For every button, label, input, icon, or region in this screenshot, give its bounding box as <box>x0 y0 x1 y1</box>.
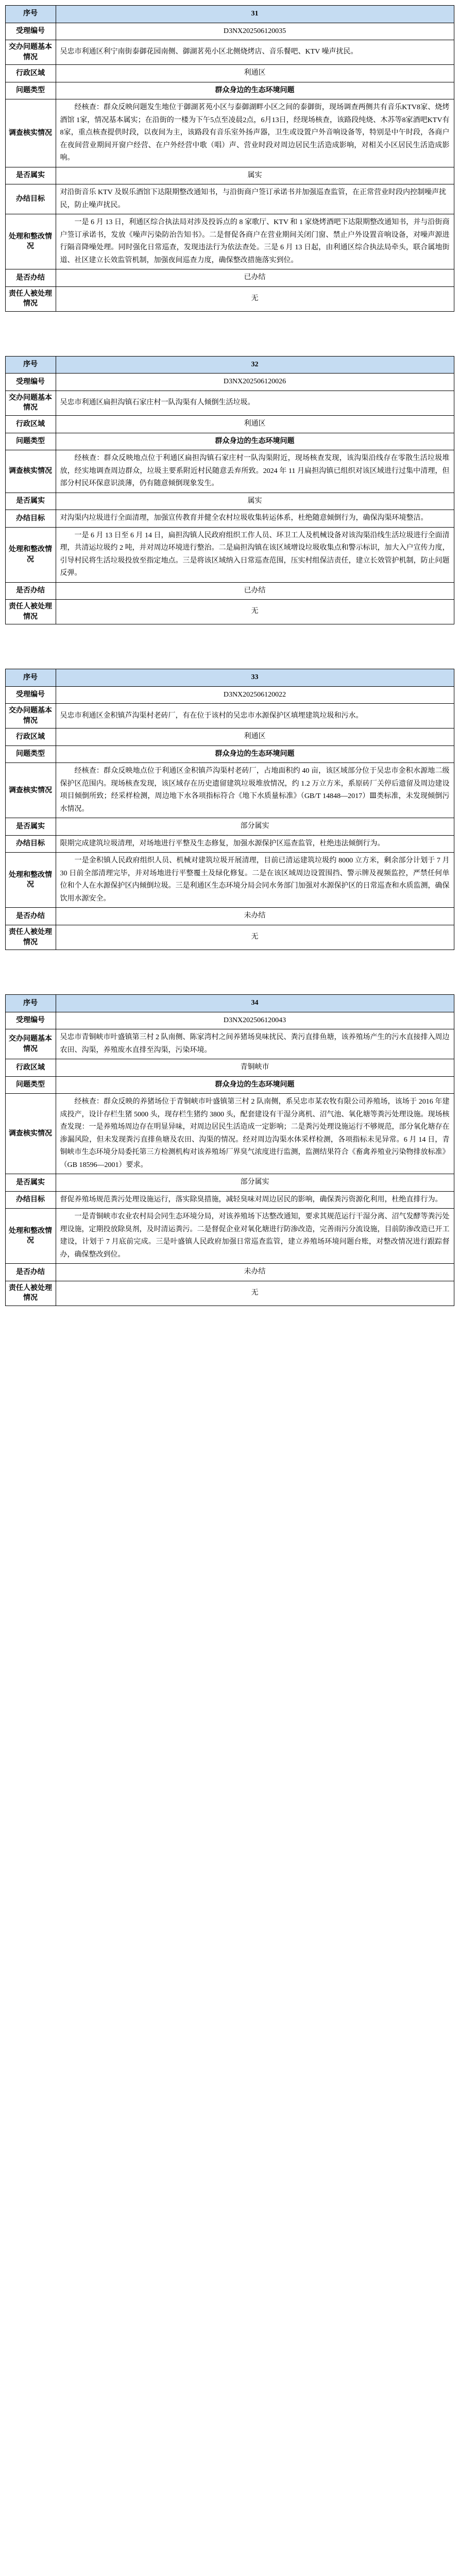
field-paragraph: 一是 6 月 13 日，利通区综合执法局对涉及投诉点的 8 家歌厅、KTV 和 1 家烧烤酒吧下达限期整改通知书，并与沿街商户签订承诺书，发放《噪声污染防治告知书》。二是督促各商户在营业期间关闭门窗、禁止户外设置音响设备，对噪声源进行隔音降噪处理。同时强化日常巡查，发现违法行为依法查处。三是 6 月 13 日起，由利通区综合执法局牵头，联合属地街道、社区建立长效监管机制，加强夜间巡查力度，确保整改措施落实到位。 <box>60 218 450 264</box>
row-verified <box>5 450 454 493</box>
field-label: 是否属实 <box>5 167 56 184</box>
field-value: 吴忠市利通区扁担沟镇石家庄村一队沟渠有人倾倒生活垃圾。 <box>56 391 454 415</box>
field-label: 办结目标 <box>5 510 56 528</box>
field-value <box>56 1209 454 1264</box>
row-is-true <box>5 818 454 836</box>
field-label: 是否属实 <box>5 1174 56 1192</box>
row-category <box>5 433 454 450</box>
row-region <box>5 65 454 82</box>
field-value: 部分属实 <box>56 818 454 836</box>
field-label: 受理编号 <box>5 1012 56 1029</box>
row-verified <box>5 1094 454 1174</box>
field-paragraph: 一是 6 月 13 日至 6 月 14 日，扁担沟镇人民政府组织工作人员、环卫工人及机械设备对该沟渠沿线生活垃圾进行全面清理，共清运垃圾约 2 吨，并对周边环境进行整治。二是扁担沟镇在该区域增设垃圾收集点和警示标识，加大入户宣传力度，引导村民将生活垃圾投放至指定地点。三是将该区域纳入日常巡查范围，压实村组保洁责任，建立长效管护机制，防止问题反弹。 <box>60 531 450 578</box>
field-label: 处理和整改情况 <box>5 1209 56 1264</box>
field-value: 未办结 <box>56 908 454 925</box>
field-value: D3NX202506120026 <box>56 374 454 391</box>
field-value: 利通区 <box>56 728 454 746</box>
field-label: 调查核实情况 <box>5 99 56 167</box>
field-label: 交办问题基本情况 <box>5 704 56 728</box>
field-value <box>56 763 454 818</box>
field-value: 吴忠市利通区利宁南街泰御花园南侧、御湖茗苑小区北侧烧烤店、音乐餐吧、KTV 噪声扰民。 <box>56 40 454 65</box>
field-value: 青铜峡市 <box>56 1059 454 1077</box>
row-seq <box>5 356 454 374</box>
field-value: 31 <box>56 6 454 23</box>
field-paragraph: 一是金积镇人民政府组织人员、机械对建筑垃圾开展清理，目前已清运建筑垃圾约 8000 立方米，剩余部分计划于 7 月 30 日前全部清理完毕，并对场地进行平整覆土及绿化修复。二是在该区域周边设置围挡、警示牌及视频监控，严禁任何单位和个人在水源保护区内倾倒垃圾。三是利通区生态环境分局会同水务部门加强对水源保护区的日常巡查和水质监测，确保饮用水源安全。 <box>60 857 450 903</box>
row-is-done <box>5 1264 454 1281</box>
field-label: 交办问题基本情况 <box>5 391 56 415</box>
row-is-true <box>5 1174 454 1192</box>
field-label: 处理和整改情况 <box>5 853 56 908</box>
field-label: 序号 <box>5 356 56 374</box>
field-label: 行政区域 <box>5 728 56 746</box>
field-label: 交办问题基本情况 <box>5 1029 56 1059</box>
row-category <box>5 745 454 763</box>
row-seq <box>5 995 454 1012</box>
row-basic <box>5 704 454 728</box>
row-accountability <box>5 1281 454 1306</box>
field-label: 办结目标 <box>5 835 56 853</box>
field-label: 问题类型 <box>5 1076 56 1094</box>
field-value <box>56 527 454 582</box>
field-label: 调查核实情况 <box>5 450 56 493</box>
field-label: 办结目标 <box>5 1191 56 1209</box>
field-value: 群众身边的生态环境问题 <box>56 1076 454 1094</box>
field-paragraph: 一是青铜峡市农业农村局会同生态环境分局，对该养殖场下达整改通知，要求其规范运行干湿分离、沼气发酵等粪污处理设施，定期投放除臭剂，及时清运粪污。二是督促企业对氧化塘进行防渗改造，完善雨污分流设施，目前防渗改造已开工建设，计划于 7 月底前完成。三是叶盛镇人民政府加强日常巡查监管，建立养殖场环境问题台账，对整改情况进行跟踪督办，确保整改到位。 <box>60 1213 450 1259</box>
row-accountability <box>5 286 454 311</box>
field-value: 32 <box>56 356 454 374</box>
record-table <box>5 669 454 950</box>
row-category <box>5 82 454 99</box>
row-region <box>5 416 454 433</box>
field-label: 调查核实情况 <box>5 763 56 818</box>
row-is-true <box>5 493 454 510</box>
row-handling <box>5 1209 454 1264</box>
field-value: 未办结 <box>56 1264 454 1281</box>
row-receipt-no <box>5 374 454 391</box>
record-table <box>5 5 454 312</box>
field-value: 无 <box>56 600 454 624</box>
field-label: 处理和整改情况 <box>5 214 56 269</box>
field-label: 责任人被处理情况 <box>5 600 56 624</box>
field-value: 对沿街音乐 KTV 及娱乐酒馆下达限期整改通知书，与沿街商户签订承诺书并加强巡查监管，在正常营业时段内控制噪声扰民，防止噪声扰民。 <box>56 184 454 214</box>
field-value: 属实 <box>56 167 454 184</box>
row-accountability <box>5 925 454 950</box>
field-label: 是否办结 <box>5 1264 56 1281</box>
field-label: 行政区域 <box>5 416 56 433</box>
row-verified <box>5 763 454 818</box>
field-value: 利通区 <box>56 65 454 82</box>
field-label: 受理编号 <box>5 374 56 391</box>
row-handling <box>5 527 454 582</box>
field-label: 受理编号 <box>5 23 56 40</box>
row-basic <box>5 391 454 415</box>
row-goal <box>5 184 454 214</box>
row-region <box>5 1059 454 1077</box>
row-receipt-no <box>5 686 454 704</box>
record-table <box>5 356 454 624</box>
field-label: 办结目标 <box>5 184 56 214</box>
field-label: 受理编号 <box>5 686 56 704</box>
field-label: 序号 <box>5 669 56 687</box>
row-goal <box>5 1191 454 1209</box>
field-paragraph: 经核查：群众反映的养猪场位于青铜峡市叶盛镇第三村 2 队南侧，系吴忠市某农牧有限公司养殖场，该场于 2016 年建成投产，设计存栏生猪 5000 头，现存栏生猪约 3800 头，配套建设有干湿分离机、沼气池、氧化塘等粪污处理设施。现场核查发现：一是养殖场周边存在明显异味，对周边居民生活造成一定影响；二是粪污处理设施运行不够规范，部分氧化塘存在渗漏风险，但未发现粪污直排鱼塘及农田、沟渠的情况。经对周边沟渠水体采样检测，各项指标未见异常。6 月 14 日，青铜峡市生态环境分局委托第三方检测机构对该养殖场厂界臭气浓度进行监测，监测结果符合《畜禽养殖业污染物排放标准》（GB 18596—2001）要求。 <box>60 1098 450 1169</box>
row-accountability <box>5 600 454 624</box>
row-region <box>5 728 454 746</box>
field-value: 吴忠市青铜峡市叶盛镇第三村 2 队南侧、陈家湾村之间养猪场臭味扰民、粪污直排鱼塘，该养殖场产生的污水直接排入周边农田、沟渠，养殖废水直排至沟渠，污染环境。 <box>56 1029 454 1059</box>
row-is-done <box>5 269 454 287</box>
field-value: 群众身边的生态环境问题 <box>56 82 454 99</box>
field-value <box>56 99 454 167</box>
field-value <box>56 853 454 908</box>
field-value: 督促养殖场规范粪污处理设施运行，落实除臭措施，减轻臭味对周边居民的影响，确保粪污资源化利用，杜绝直排行为。 <box>56 1191 454 1209</box>
field-value: 无 <box>56 1281 454 1306</box>
field-value: 已办结 <box>56 582 454 600</box>
field-label: 是否属实 <box>5 818 56 836</box>
row-seq <box>5 6 454 23</box>
row-seq <box>5 669 454 687</box>
field-value <box>56 1094 454 1174</box>
field-value: 对沟渠内垃圾进行全面清理，加强宣传教育并健全农村垃圾收集转运体系，杜绝随意倾倒行为，确保沟渠环境整洁。 <box>56 510 454 528</box>
row-basic <box>5 40 454 65</box>
field-value: D3NX202506120035 <box>56 23 454 40</box>
field-label: 交办问题基本情况 <box>5 40 56 65</box>
field-label: 问题类型 <box>5 82 56 99</box>
field-label: 责任人被处理情况 <box>5 925 56 950</box>
row-category <box>5 1076 454 1094</box>
field-value: 群众身边的生态环境问题 <box>56 745 454 763</box>
row-handling <box>5 853 454 908</box>
field-label: 调查核实情况 <box>5 1094 56 1174</box>
field-value: 无 <box>56 925 454 950</box>
field-paragraph: 经核查：群众反映地点位于利通区金积镇芦沟渠村老砖厂，占地面积约 40 亩，该区域部分位于吴忠市金积水源地二级保护区范围内。现场核查发现，该区域存在历史遗留建筑垃圾堆放情况，约 1.2 万立方米，系原砖厂关停后遗留及周边建设项目倾倒所致；经采样检测，周边地下水各项指标符合《地下水质量标准》（GB/T 14848—2017）Ⅲ类标准，未发现倾倒污水情况。 <box>60 767 450 813</box>
field-value: 属实 <box>56 493 454 510</box>
field-label: 序号 <box>5 995 56 1012</box>
field-label: 处理和整改情况 <box>5 527 56 582</box>
row-receipt-no <box>5 23 454 40</box>
field-value: 吴忠市利通区金积镇芦沟渠村老砖厂，有在位于该村的吴忠市水源保护区填埋建筑垃圾和污水。 <box>56 704 454 728</box>
field-value: 群众身边的生态环境问题 <box>56 433 454 450</box>
field-value: 34 <box>56 995 454 1012</box>
field-value: D3NX202506120022 <box>56 686 454 704</box>
row-receipt-no <box>5 1012 454 1029</box>
field-paragraph: 经核查：群众反映问题发生地位于御湖茗苑小区与泰御湖畔小区之间的泰御街，现场调查两侧共有音乐KTV8家、烧烤酒馆 1家，情况基本属实；在沿街的一楼为下午5点至凌晨2点，6月13日，经现场核查，该路段纯烧、木苏等8家酒吧KTV有8家，重点核查提供时段，以夜间为主，该路段有音乐室外扬声器，卫生或设置户外音响设备等，特别是中午时段，各商户在夜间营业期间开窗户经营、在户外经营中歌（唱）声、营业时段对周边居民生活造成影响，对相关小区居民生活造成影响。 <box>60 104 450 162</box>
field-label: 是否属实 <box>5 493 56 510</box>
field-value: 限期完成建筑垃圾清理，对场地进行平整及生态修复，加强水源保护区巡查监管，杜绝违法倾倒行为。 <box>56 835 454 853</box>
record-table <box>5 994 454 1306</box>
row-is-done <box>5 582 454 600</box>
field-value: 部分属实 <box>56 1174 454 1192</box>
row-handling <box>5 214 454 269</box>
field-label: 是否办结 <box>5 269 56 287</box>
field-label: 是否办结 <box>5 582 56 600</box>
field-label: 是否办结 <box>5 908 56 925</box>
row-goal <box>5 835 454 853</box>
field-label: 序号 <box>5 6 56 23</box>
field-value: 已办结 <box>56 269 454 287</box>
row-basic <box>5 1029 454 1059</box>
row-goal <box>5 510 454 528</box>
field-label: 行政区域 <box>5 65 56 82</box>
field-label: 问题类型 <box>5 433 56 450</box>
row-verified <box>5 99 454 167</box>
field-label: 责任人被处理情况 <box>5 286 56 311</box>
field-value <box>56 450 454 493</box>
row-is-true <box>5 167 454 184</box>
field-value: 33 <box>56 669 454 687</box>
field-label: 责任人被处理情况 <box>5 1281 56 1306</box>
field-value: D3NX202506120043 <box>56 1012 454 1029</box>
field-paragraph: 经核查：群众反映地点位于利通区扁担沟镇石家庄村一队沟渠附近，现场核查发现，该沟渠沿线存在零散生活垃圾堆放，经实地调查周边群众，垃圾主要系附近村民随意丢弃所致。2024 年 11 月扁担沟镇已组织对该区域进行过集中清理，但部分村民环保意识淡薄，仍有随意倾倒现象发生。 <box>60 454 450 488</box>
row-is-done <box>5 908 454 925</box>
field-label: 行政区域 <box>5 1059 56 1077</box>
field-value: 利通区 <box>56 416 454 433</box>
field-value: 无 <box>56 286 454 311</box>
field-value <box>56 214 454 269</box>
field-label: 问题类型 <box>5 745 56 763</box>
